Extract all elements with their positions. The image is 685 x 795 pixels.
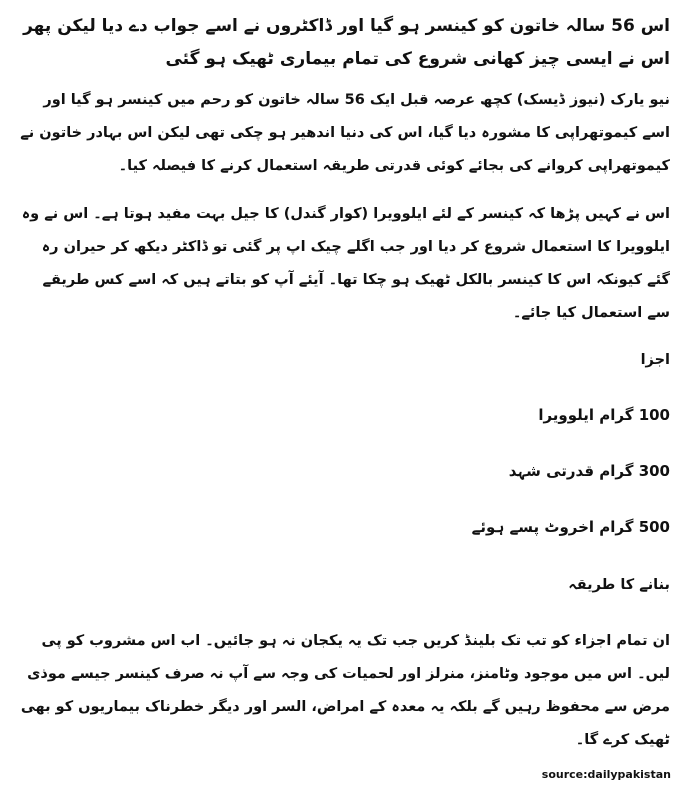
article-headline: اس 56 سالہ خاتون کو کینسر ہو گیا اور ڈاکٹروں نے اسے جواب دے دیا لیکن پھر اس نے ایسی چیز کھانی شروع کی تمام بیماری ٹھیک ہو گئی [23, 16, 670, 69]
method-heading: بنانے کا طریقہ [568, 577, 670, 593]
aloe-vera-paragraph: اس نے کہیں پڑھا کہ کینسر کے لئے ایلوویرا (کوار گندل) کا جیل بہت مفید ہوتا ہے۔ اس نے وہ ایلوویرا کا استعمال شروع کر دیا اور جب اگلے چیک اپ پر گئی تو ڈاکٹر دیکھ کر حیران رہ گئے کیونکہ اس کا کینسر بالکل ٹھیک ہو چکا تھا۔ آیئے آپ کو بتاتے ہیں کہ اسے کس طریقے سے استعمال کیا جائے۔ [21, 206, 670, 321]
intro-paragraph: نیو یارک (نیوز ڈیسک) کچھ عرصہ قبل ایک 56 سالہ خاتون کو رحم میں کینسر ہو گیا اور اسے کیموتھراپی کا مشورہ دیا گیا، اس کی دنیا اندھیر ہو چکی تھی لیکن اس بہادر خاتون نے کیموتھراپی کروانے کی بجائے کوئی قدرتی طریقہ استعمال کرنے کا فیصلہ کیا۔ [20, 92, 670, 174]
ingredient-honey: 300 گرام قدرتی شہد [508, 462, 670, 480]
ingredient-aloe-vera: 100 گرام ایلوویرا [538, 406, 670, 424]
ingredients-list [18, 400, 670, 542]
source-credit: source:dailypakistan [541, 768, 671, 781]
method-paragraph: ان تمام اجزاء کو تب تک بلینڈ کریں جب تک یہ یکجان نہ ہو جائیں۔ اب اس مشروب کو پی لیں۔ اس میں موجود وٹامنز، منرلز اور لحمیات کی وجہ سے آپ نہ صرف کینسر جیسے موذی مرض سے محفوظ رہیں گے بلکہ یہ معدہ کے امراض، السر اور دیگر خطرناک بیماریوں کو بھی ٹھیک کرے گا۔ [20, 633, 670, 748]
ingredients-heading: اجزا [640, 352, 670, 368]
article [18, 10, 670, 772]
ingredient-walnuts: 500 گرام اخروٹ پسے ہوئے [471, 518, 670, 536]
